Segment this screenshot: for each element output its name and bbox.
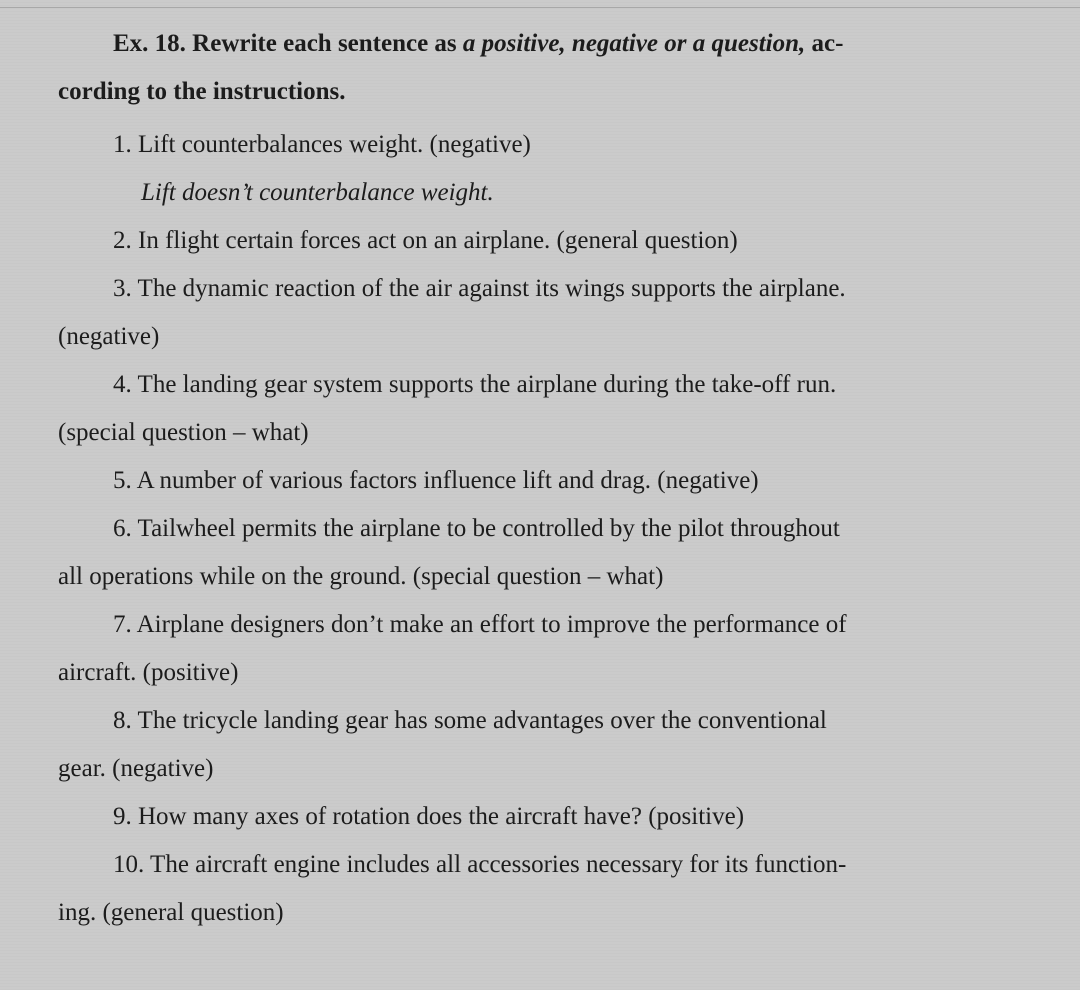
item-text: 7. Airplane designers don’t make an effort to improve the performance of — [113, 611, 847, 638]
item-continuation: all operations while on the ground. (special question – what) — [58, 563, 664, 590]
item-text: 6. Tailwheel permits the airplane to be controlled by the pilot throughout — [113, 515, 840, 542]
list-item-9 — [58, 793, 988, 841]
list-item-10 — [58, 841, 988, 937]
list-item-5 — [58, 457, 988, 505]
heading-label: Ex. 18. Rewrite each sentence as — [113, 30, 463, 57]
item-text: 3. The dynamic reaction of the air against its wings supports the airplane. — [113, 275, 846, 302]
item-text: 5. A number of various factors influence lift and drag. (negative) — [113, 467, 759, 494]
list-item-6 — [58, 505, 988, 601]
item-text: 1. Lift counterbalances weight. (negative) — [113, 131, 531, 158]
heading-emphasis: a positive, negative or a question, — [462, 30, 806, 57]
item-continuation: gear. (negative) — [58, 755, 214, 782]
exercise-heading — [58, 20, 988, 116]
example-answer: Lift doesn’t counterbalance weight. — [141, 179, 494, 206]
heading-tail: ac- — [805, 30, 844, 57]
exercise-items — [58, 121, 988, 937]
item-text: 9. How many axes of rotation does the aircraft have? (positive) — [113, 803, 745, 830]
item-text: 10. The aircraft engine includes all accessories necessary for its function- — [113, 851, 847, 878]
item-text: 4. The landing gear system supports the airplane during the take-off run. — [113, 371, 837, 398]
item-text: 8. The tricycle landing gear has some advantages over the conventional — [113, 707, 827, 734]
top-rule — [0, 7, 1080, 8]
list-item-8 — [58, 697, 988, 793]
item-continuation: aircraft. (positive) — [58, 659, 239, 686]
list-item-3 — [58, 265, 988, 361]
item-continuation: (special question – what) — [58, 419, 309, 446]
heading-line-2: cording to the instructions. — [58, 78, 346, 105]
heading-line-1 — [58, 20, 988, 68]
list-item-2 — [58, 217, 988, 265]
list-item-7 — [58, 601, 988, 697]
item-continuation: ing. (general question) — [58, 899, 284, 926]
item-text: 2. In flight certain forces act on an airplane. (general question) — [113, 227, 738, 254]
list-item-1 — [58, 121, 988, 169]
item-continuation: (negative) — [58, 323, 160, 350]
list-item-4 — [58, 361, 988, 457]
